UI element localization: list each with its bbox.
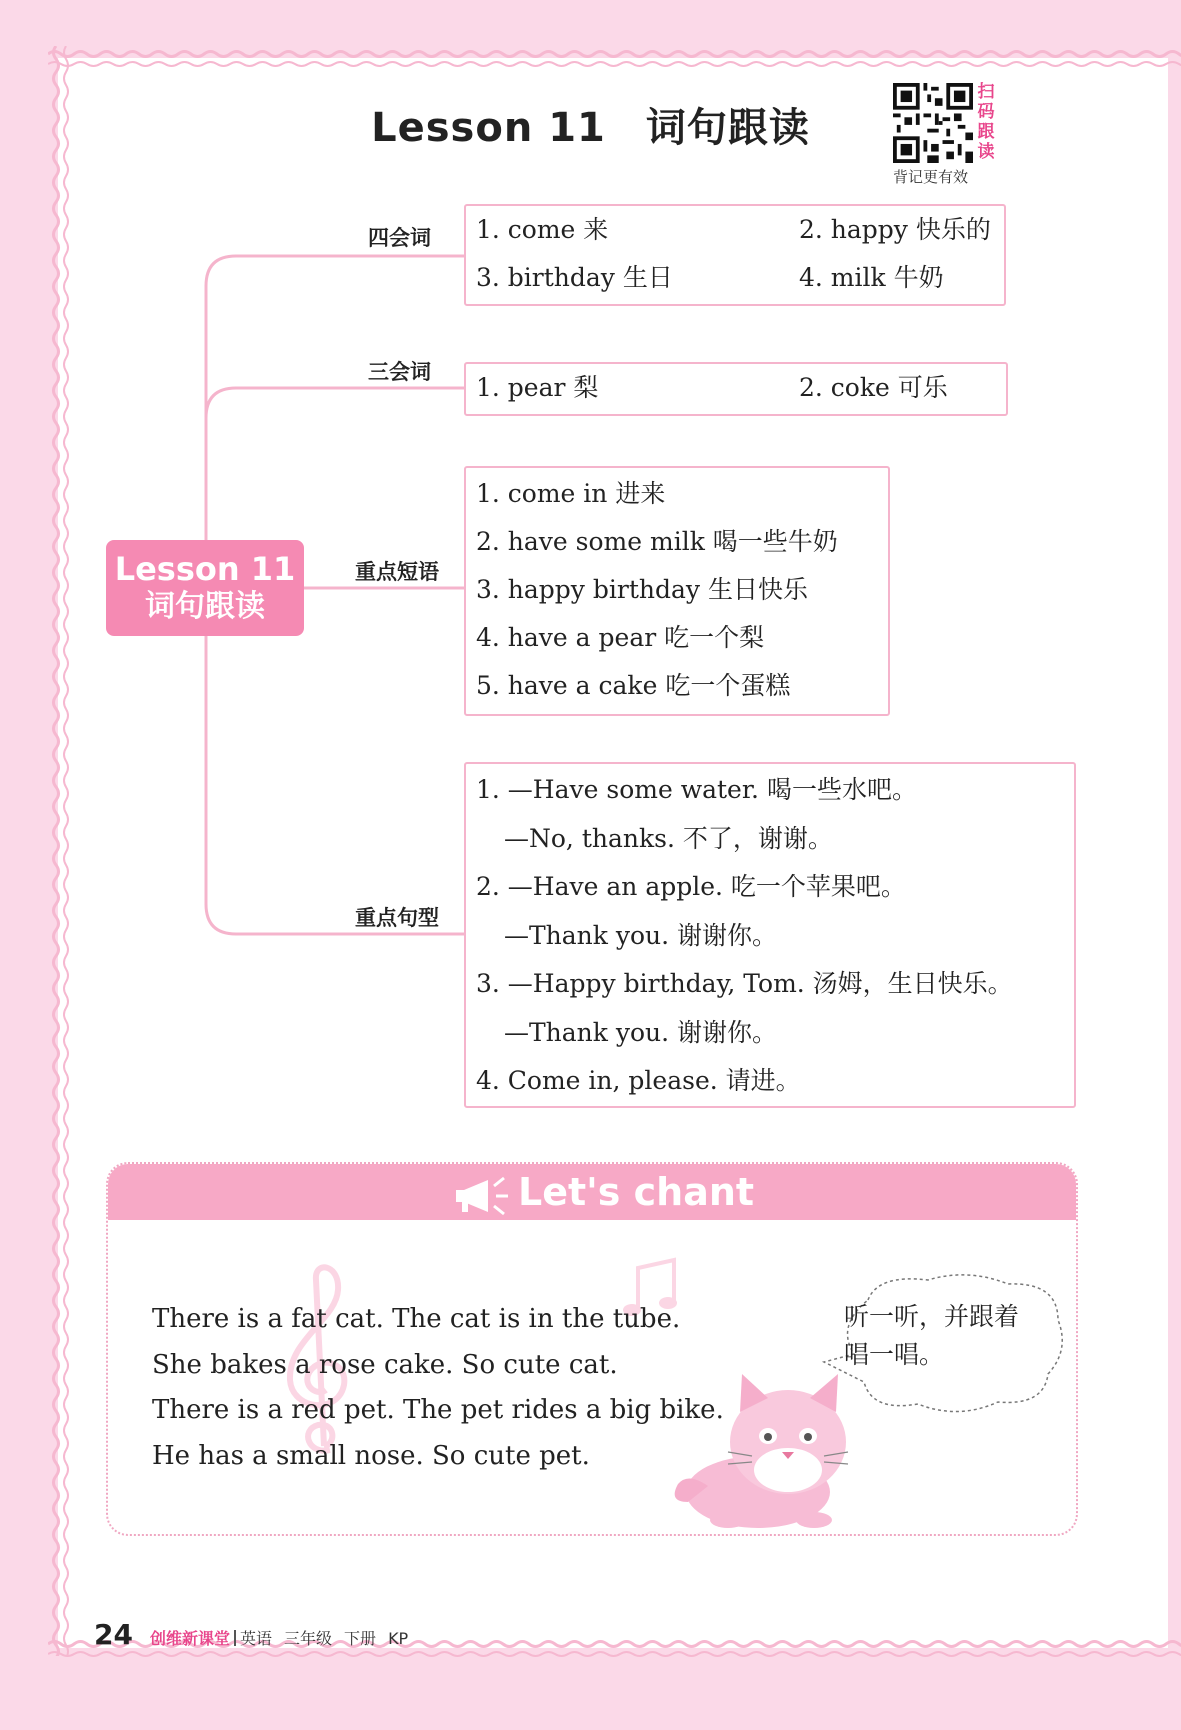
center-node-subtitle: 词句跟读 [145,589,265,624]
three-skill-words-box [464,362,1008,416]
sentence-line: 1. —Have some water. 喝一些水吧。 [476,775,917,804]
chant-title: Let's chant [518,1170,755,1214]
chant-line: There is a red pet. The pet rides a big bike. [152,1395,724,1425]
key-phrases-box [464,466,890,716]
sentence-line: —No, thanks. 不了，谢谢。 [504,823,833,853]
word-item: 1. pear 梨 [476,373,599,402]
sentence-line: —Thank you. 谢谢你。 [504,920,778,950]
word-item: 3. birthday 生日 [476,263,673,292]
chant-panel [106,1162,1078,1536]
title-subtitle: 词句跟读 [645,105,810,151]
footer-separator [234,1630,236,1646]
phrase-item: 4. have a pear 吃一个梨 [476,623,765,652]
phrase-item: 1. come in 进来 [476,479,666,508]
sentence-line: 3. —Happy birthday, Tom. 汤姆，生日快乐。 [476,969,1013,998]
chant-line: There is a fat cat. The cat is in the tube. [152,1304,681,1334]
branch-label-three-skill-words: 三会词 [368,360,431,384]
sentence-line: 2. —Have an apple. 吃一个苹果吧。 [476,872,906,901]
phrase-item: 3. happy birthday 生日快乐 [476,575,808,604]
footer-edition: KP [388,1629,409,1648]
four-skill-words-box [464,204,1006,306]
footer-volume: 下册 [344,1629,377,1648]
word-item: 1. come 来 [476,215,609,244]
chant-line: She bakes a rose cake. So cute cat. [152,1349,618,1380]
title-lesson: Lesson 11 [371,105,606,151]
page-number: 24 [94,1618,133,1651]
key-sentences-box [464,762,1076,1108]
footer-brand: 创维新课堂 [150,1629,231,1648]
megaphone-icon [448,1172,512,1216]
footer-subject: 英语 [240,1629,273,1648]
sentence-line: 4. Come in, please. 请进。 [476,1066,801,1095]
cat-illustration [668,1352,868,1532]
word-item: 2. coke 可乐 [799,373,948,402]
phrase-item: 2. have some milk 喝一些牛奶 [476,527,838,556]
footer-info [150,1626,408,1649]
speech-bubble-text [844,1298,1044,1374]
footer-grade: 三年级 [284,1629,333,1648]
qr-label-vertical: 扫码跟读 [977,82,995,162]
sentence-line: —Thank you. 谢谢你。 [504,1017,778,1047]
qr-caption: 背记更有效 [893,168,969,186]
phrase-item: 5. have a cake 吃一个蛋糕 [476,671,791,700]
branch-label-key-sentences: 重点句型 [355,906,439,930]
branch-label-key-phrases: 重点短语 [355,560,439,584]
word-item: 4. milk 牛奶 [799,263,944,292]
chant-line: He has a small nose. So cute pet. [152,1440,590,1471]
word-item: 2. happy 快乐的 [799,215,991,244]
bubble-line: 唱一唱。 [844,1340,945,1369]
branch-label-four-skill-words: 四会词 [368,226,431,250]
center-node-title: Lesson 11 [114,550,296,588]
bubble-line: 听一听，并跟着 [844,1302,1020,1331]
chant-header [108,1164,1076,1220]
mindmap-center-node [106,540,304,636]
chant-lyrics [152,1297,724,1479]
